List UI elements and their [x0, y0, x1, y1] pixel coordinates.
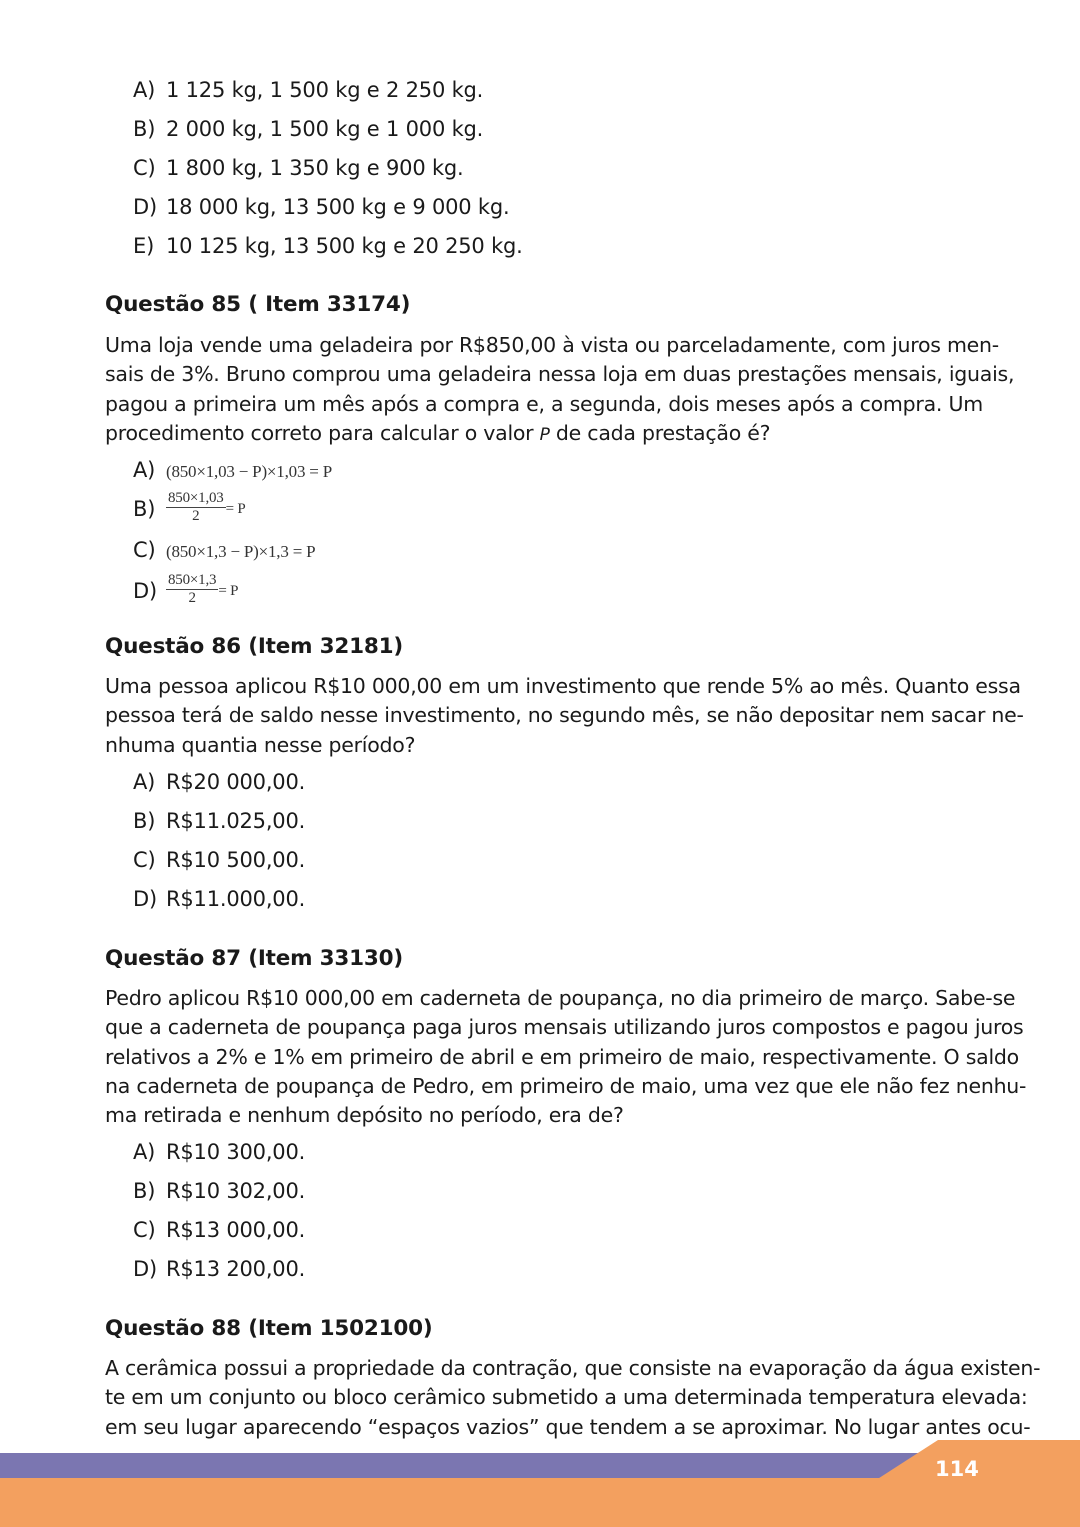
option-c: C) (850×1,3 − P)×1,3 = P — [133, 538, 316, 562]
question-88-text: A cerâmica possui a propriedade da contração, que consiste na evaporação da água existen- te em um conjunto ou bloco cerâmico submetido a uma determinada temperatura elevada: em seu lugar aparecendo “espaços vazios” que tendem a se aproximar. No lugar antes ocu- — [105, 1356, 1041, 1439]
question-87-title: Questão 87 (Item 33130) — [105, 946, 404, 971]
option-d: D) $\frac{850\times 1,3}{2}$ = P — [133, 572, 239, 606]
option-c: C) 1 800 kg, 1 350 kg e 900 kg. — [133, 156, 464, 180]
question-87-text: Pedro aplicou R$10 000,00 em caderneta de poupança, no dia primeiro de março. Sabe-se que a caderneta de poupança paga juros mensais utilizando juros compostos e pagou juros relativos a 2% e 1% em primeiro de abril e em primeiro de maio, respectivamente. O saldo na caderneta de poupança de Pedro, em primeiro de maio, uma vez que ele não fez nenhu- ma retirada e nenhum depósito no período, era de? — [105, 986, 1027, 1128]
question-85-title: Questão 85 ( Item 33174) — [105, 292, 411, 317]
footer-page-tab — [0, 1440, 1080, 1480]
question-86-text: Uma pessoa aplicou R$10 000,00 em um investimento que rende 5% ao mês. Quanto essa pessoa terá de saldo nesse investimento, no segundo mês, se não depositar nem sacar ne- nhuma quantia nesse período? — [105, 674, 1024, 757]
option-c: C) R$13 000,00. — [133, 1218, 306, 1242]
formula: (850×1,03 − P)×1,03 = P — [166, 462, 332, 481]
question-85-text: Uma loja vende uma geladeira por R$850,00 à vista ou parceladamente, com juros men- sais de 3%. Bruno comprou uma geladeira nessa loja em duas prestações mensais, iguais, pagou a primeira um mês após a compra e, a segunda, dois meses após a compra. Um procedimento correto para calcular o valor P de cada prestação é? — [105, 333, 1015, 445]
option-a: A) 1 125 kg, 1 500 kg e 2 250 kg. — [133, 78, 484, 102]
footer-accent — [0, 1478, 1080, 1527]
formula: (850×1,3 − P)×1,3 = P — [166, 542, 316, 561]
option-e: E) 10 125 kg, 13 500 kg e 20 250 kg. — [133, 234, 523, 258]
option-d: D) 18 000 kg, 13 500 kg e 9 000 kg. — [133, 195, 510, 219]
option-a: A) R$20 000,00. — [133, 770, 306, 794]
option-a: A) (850×1,03 − P)×1,03 = P — [133, 458, 332, 482]
question-86-title: Questão 86 (Item 32181) — [105, 634, 404, 659]
option-b: B) R$11.025,00. — [133, 809, 306, 833]
option-a: A) R$10 300,00. — [133, 1140, 306, 1164]
fraction: $\frac{850\times 1,3}{2}$ — [168, 572, 217, 606]
fraction: $\frac{850\times 1,03}{2}$ — [168, 490, 224, 524]
page-number: 114 — [935, 1457, 979, 1481]
option-b: B) R$10 302,00. — [133, 1179, 306, 1203]
option-d: D) R$13 200,00. — [133, 1257, 306, 1281]
option-b: B) 2 000 kg, 1 500 kg e 1 000 kg. — [133, 117, 484, 141]
option-b: B) $\frac{850\times 1,03}{2}$ = P — [133, 490, 246, 524]
option-d: D) R$11.000,00. — [133, 887, 306, 911]
question-88-title: Questão 88 (Item 1502100) — [105, 1316, 433, 1341]
option-c: C) R$10 500,00. — [133, 848, 306, 872]
